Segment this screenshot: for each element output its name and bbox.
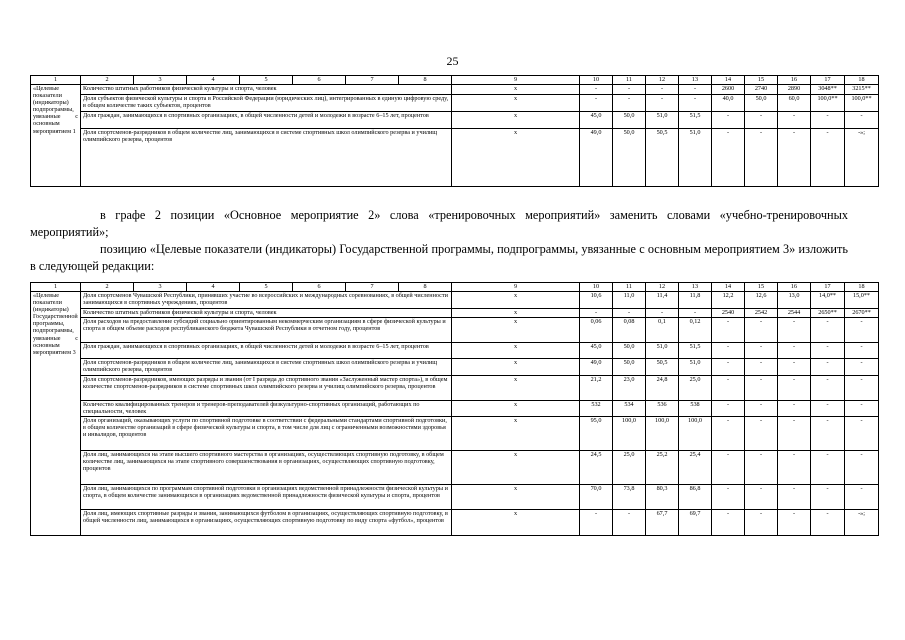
table-row (31, 309, 879, 318)
column-number: 5 (240, 76, 293, 85)
value-cell: 25,0 (679, 376, 712, 401)
unit-cell: x (452, 485, 580, 510)
value-cell: - (712, 343, 745, 359)
table-row (31, 417, 879, 451)
unit-cell: x (452, 376, 580, 401)
value-cell: - (712, 112, 745, 129)
column-number: 3 (134, 283, 187, 292)
value-cell: 0,08 (613, 318, 646, 343)
group-label: «Целевые показатели (индикаторы) подпрограммы, увязанные с основным мероприятием 1 (31, 85, 81, 187)
value-cell: 25,0 (613, 451, 646, 485)
value-cell: 21,2 (580, 376, 613, 401)
value-cell: 15,0** (845, 292, 879, 309)
column-number: 18 (845, 76, 879, 85)
value-cell: - (778, 376, 811, 401)
value-cell: -»; (845, 129, 879, 187)
unit-cell: x (452, 510, 580, 536)
value-cell: 45,0 (580, 112, 613, 129)
value-cell: - (745, 510, 778, 536)
value-cell: - (811, 485, 845, 510)
table-row (31, 510, 879, 536)
value-cell: - (811, 417, 845, 451)
value-cell: - (712, 318, 745, 343)
column-number: 6 (293, 283, 346, 292)
value-cell: 80,3 (646, 485, 679, 510)
value-cell: - (811, 343, 845, 359)
amendment-paragraph-1: в графе 2 позиции «Основное мероприятие 2» слова «тренировочных мероприятий» заменить словами «учебно-тренировочных мероприятий»; (30, 208, 848, 239)
value-cell: - (811, 129, 845, 187)
value-cell: 0,06 (580, 318, 613, 343)
unit-cell: x (452, 309, 580, 318)
value-cell: 25,4 (679, 451, 712, 485)
unit-cell: x (452, 85, 580, 95)
value-cell: - (712, 376, 745, 401)
column-number: 5 (240, 283, 293, 292)
unit-cell: x (452, 292, 580, 309)
unit-cell: x (452, 359, 580, 376)
value-cell: 2890 (778, 85, 811, 95)
value-cell: 50,5 (646, 359, 679, 376)
value-cell: 534 (613, 401, 646, 417)
column-number: 15 (745, 283, 778, 292)
value-cell: - (745, 318, 778, 343)
value-cell: - (845, 343, 879, 359)
value-cell: - (646, 309, 679, 318)
table-row (31, 129, 879, 187)
value-cell: 51,0 (679, 129, 712, 187)
value-cell: - (679, 309, 712, 318)
column-number: 6 (293, 76, 346, 85)
header-row (31, 76, 879, 85)
value-cell: - (613, 309, 646, 318)
value-cell: - (580, 95, 613, 112)
column-number: 1 (31, 283, 81, 292)
value-cell: 0,12 (679, 318, 712, 343)
value-cell: - (811, 318, 845, 343)
column-number: 2 (81, 283, 134, 292)
column-number: 7 (346, 76, 399, 85)
column-number: 15 (745, 76, 778, 85)
value-cell: - (712, 510, 745, 536)
value-cell: - (778, 318, 811, 343)
value-cell: - (811, 401, 845, 417)
value-cell: 11,4 (646, 292, 679, 309)
value-cell: - (811, 359, 845, 376)
value-cell: 51,0 (646, 112, 679, 129)
table-row (31, 401, 879, 417)
value-cell: 51,5 (679, 343, 712, 359)
value-cell: 86,8 (679, 485, 712, 510)
value-cell: 70,0 (580, 485, 613, 510)
value-cell: 100,0 (679, 417, 712, 451)
value-cell: - (845, 359, 879, 376)
value-cell: 23,0 (613, 376, 646, 401)
value-cell: 24,5 (580, 451, 613, 485)
value-cell: - (745, 112, 778, 129)
value-cell: - (613, 95, 646, 112)
value-cell: 50,0 (613, 359, 646, 376)
value-cell: 12,2 (712, 292, 745, 309)
value-cell: - (745, 129, 778, 187)
value-cell: 100,0** (811, 95, 845, 112)
value-cell: - (712, 451, 745, 485)
value-cell: 2544 (778, 309, 811, 318)
table-row (31, 359, 879, 376)
value-cell: - (778, 510, 811, 536)
table-row (31, 376, 879, 401)
value-cell: 67,7 (646, 510, 679, 536)
value-cell: - (778, 359, 811, 376)
column-number: 12 (646, 283, 679, 292)
value-cell: - (778, 417, 811, 451)
column-number: 1 (31, 76, 81, 85)
value-cell: - (745, 401, 778, 417)
table-row (31, 343, 879, 359)
value-cell: - (811, 112, 845, 129)
value-cell: 0,1 (646, 318, 679, 343)
value-cell: 11,0 (613, 292, 646, 309)
indicator-name: Доля лиц, занимающихся по программам спортивной подготовки в организациях ведомственной принадлежности физической культуры и спорта, в общем количестве занимающихся в организациях ведомственной принадлежности физической культуры и спорта, процентов (81, 485, 452, 510)
value-cell: - (613, 510, 646, 536)
column-number: 16 (778, 283, 811, 292)
value-cell: 40,0 (712, 95, 745, 112)
value-cell: 24,8 (646, 376, 679, 401)
indicators-table-1 (30, 75, 879, 187)
column-number: 14 (712, 283, 745, 292)
value-cell: 73,8 (613, 485, 646, 510)
value-cell: -»; (845, 510, 879, 536)
value-cell: - (778, 112, 811, 129)
value-cell: 2600 (712, 85, 745, 95)
value-cell: 50,0 (613, 112, 646, 129)
value-cell: - (679, 85, 712, 95)
unit-cell: x (452, 318, 580, 343)
value-cell: - (778, 129, 811, 187)
column-number: 12 (646, 76, 679, 85)
value-cell: - (778, 401, 811, 417)
value-cell: - (646, 95, 679, 112)
indicator-name: Доля спортсменов-разрядников в общем количестве лиц, занимающихся в системе спортивных школ олимпийского резерва и училищ олимпийского резерва, процентов (81, 359, 452, 376)
value-cell: 2740 (745, 85, 778, 95)
value-cell: 50,0 (745, 95, 778, 112)
column-number: 13 (679, 283, 712, 292)
value-cell: 60,0 (778, 95, 811, 112)
indicator-name: Количество штатных работников физической культуры и спорта, человек (81, 85, 452, 95)
value-cell: - (778, 343, 811, 359)
header-row (31, 283, 879, 292)
value-cell: - (745, 451, 778, 485)
value-cell: - (712, 359, 745, 376)
value-cell: - (811, 376, 845, 401)
value-cell: 14,0** (811, 292, 845, 309)
table-row (31, 451, 879, 485)
column-number: 16 (778, 76, 811, 85)
value-cell: - (613, 85, 646, 95)
value-cell: - (679, 95, 712, 112)
indicator-name: Доля субъектов физической культуры и спорта в Российской Федерации (юридических лиц), интегрированных в единую цифровую среду, в общем количестве таких субъектов, процентов (81, 95, 452, 112)
unit-cell: x (452, 401, 580, 417)
value-cell: - (712, 485, 745, 510)
column-number: 17 (811, 76, 845, 85)
value-cell: 100,0 (646, 417, 679, 451)
value-cell: - (845, 401, 879, 417)
page-number: 25 (446, 54, 459, 68)
value-cell: 50,0 (613, 343, 646, 359)
table-row (31, 292, 879, 309)
value-cell: - (845, 376, 879, 401)
column-number: 18 (845, 283, 879, 292)
value-cell: - (712, 129, 745, 187)
value-cell: - (778, 485, 811, 510)
indicator-name: Доля граждан, занимающихся в спортивных организациях, в общей численности детей и молодежи в возрасте 6–15 лет, процентов (81, 112, 452, 129)
indicator-name: Доля расходов на предоставление субсидий социально ориентированным некоммерческим организациям в сфере физической культуры и спорта в общем объеме расходов республиканского бюджета Чувашской Республики в отчетном году, процентов (81, 318, 452, 343)
value-cell: - (580, 510, 613, 536)
unit-cell: x (452, 451, 580, 485)
value-cell: - (646, 85, 679, 95)
value-cell: - (778, 451, 811, 485)
table-row (31, 85, 879, 95)
value-cell: - (845, 485, 879, 510)
value-cell: 45,0 (580, 343, 613, 359)
value-cell: - (712, 417, 745, 451)
value-cell: 100,0** (845, 95, 879, 112)
value-cell: 51,0 (679, 359, 712, 376)
value-cell: - (811, 451, 845, 485)
value-cell: 50,5 (646, 129, 679, 187)
indicator-name: Доля спортсменов Чувашской Республики, принявших участие во всероссийских и международных соревнованиях, в общей численности занимающихся в спортивных учреждениях, процентов (81, 292, 452, 309)
value-cell: 11,8 (679, 292, 712, 309)
value-cell: - (580, 309, 613, 318)
value-cell: 49,0 (580, 129, 613, 187)
value-cell: - (745, 485, 778, 510)
indicators-table-2 (30, 282, 879, 536)
value-cell: 51,5 (679, 112, 712, 129)
value-cell: - (845, 417, 879, 451)
value-cell: 3215** (845, 85, 879, 95)
indicator-name: Доля спортсменов-разрядников в общем количестве лиц, занимающихся в системе спортивных школ олимпийского резерва и училищ олимпийского резерва, процентов (81, 129, 452, 187)
value-cell: 2650** (811, 309, 845, 318)
indicator-name: Доля спортсменов-разрядников, имеющих разряды и звания (от I разряда до спортивного звания «Заслуженный мастер спорта»), в общем количестве спортсменов-разрядников в системе спортивных школ олимпийского резерва и училищ олимпийского резерва, процентов (81, 376, 452, 401)
column-number: 8 (399, 76, 452, 85)
column-number: 3 (134, 76, 187, 85)
table-row (31, 318, 879, 343)
value-cell: 538 (679, 401, 712, 417)
value-cell: - (811, 510, 845, 536)
value-cell: 2542 (745, 309, 778, 318)
column-number: 4 (187, 283, 240, 292)
value-cell: 3048** (811, 85, 845, 95)
column-number: 11 (613, 283, 646, 292)
value-cell: - (845, 318, 879, 343)
column-number: 7 (346, 283, 399, 292)
value-cell: 12,6 (745, 292, 778, 309)
column-number: 11 (613, 76, 646, 85)
value-cell: 49,0 (580, 359, 613, 376)
value-cell: - (745, 417, 778, 451)
value-cell: 2540 (712, 309, 745, 318)
value-cell: - (745, 359, 778, 376)
unit-cell: x (452, 129, 580, 187)
indicator-name: Доля лиц, занимающихся на этапе высшего спортивного мастерства в организациях, осуществляющих спортивную подготовку, в общем количестве лиц, занимающихся на этапе спортивного совершенствования в организациях, осуществляющих спортивную подготовку, процентов (81, 451, 452, 485)
indicator-name: Количество квалифицированных тренеров и тренеров-преподавателей физкультурно-спортивных организаций, работающих по специальности, человек (81, 401, 452, 417)
value-cell: 25,2 (646, 451, 679, 485)
value-cell: - (745, 343, 778, 359)
column-number: 10 (580, 283, 613, 292)
table-row (31, 95, 879, 112)
value-cell: 2670** (845, 309, 879, 318)
amendment-paragraph-2: позицию «Целевые показатели (индикаторы) Государственной программы, подпрограммы, увязанные с основным мероприятием 3» изложить в следующей редакции: (30, 242, 848, 273)
group-label: «Целевые показатели (индикаторы) Государственной программы, подпрограммы, увязанные с основным мероприятием 3 (31, 292, 81, 536)
unit-cell: x (452, 343, 580, 359)
column-number: 10 (580, 76, 613, 85)
value-cell: 100,0 (613, 417, 646, 451)
value-cell: - (580, 85, 613, 95)
value-cell: - (745, 376, 778, 401)
value-cell: 50,0 (613, 129, 646, 187)
column-number: 8 (399, 283, 452, 292)
indicator-name: Доля организаций, оказывающих услуги по спортивной подготовке в соответствии с федеральными стандартами спортивной подготовки, в общем количестве организаций в сфере физической культуры и спорта, в том числе для лиц с ограниченными возможностями здоровья и инвалидов, процентов (81, 417, 452, 451)
column-number: 9 (452, 283, 580, 292)
column-number: 9 (452, 76, 580, 85)
column-number: 2 (81, 76, 134, 85)
indicator-name: Доля граждан, занимающихся в спортивных организациях, в общей численности детей и молодежи в возрасте 6–15 лет, процентов (81, 343, 452, 359)
unit-cell: x (452, 417, 580, 451)
value-cell: 13,0 (778, 292, 811, 309)
column-number: 13 (679, 76, 712, 85)
value-cell: 532 (580, 401, 613, 417)
value-cell: 95,0 (580, 417, 613, 451)
table-row (31, 485, 879, 510)
value-cell: 51,0 (646, 343, 679, 359)
column-number: 4 (187, 76, 240, 85)
unit-cell: x (452, 95, 580, 112)
unit-cell: x (452, 112, 580, 129)
value-cell: - (712, 401, 745, 417)
value-cell: 69,7 (679, 510, 712, 536)
value-cell: - (845, 112, 879, 129)
indicator-name: Доля лиц, имеющих спортивные разряды и звания, занимающихся футболом в организациях, осуществляющих спортивную подготовку, в общей численности лиц, занимающихся в организациях, осуществляющих спортивную подготовку по виду спорта «футбол», процентов (81, 510, 452, 536)
column-number: 14 (712, 76, 745, 85)
indicator-name: Количество штатных работников физической культуры и спорта, человек (81, 309, 452, 318)
value-cell: 10,6 (580, 292, 613, 309)
value-cell: - (845, 451, 879, 485)
column-number: 17 (811, 283, 845, 292)
value-cell: 536 (646, 401, 679, 417)
table-row (31, 112, 879, 129)
